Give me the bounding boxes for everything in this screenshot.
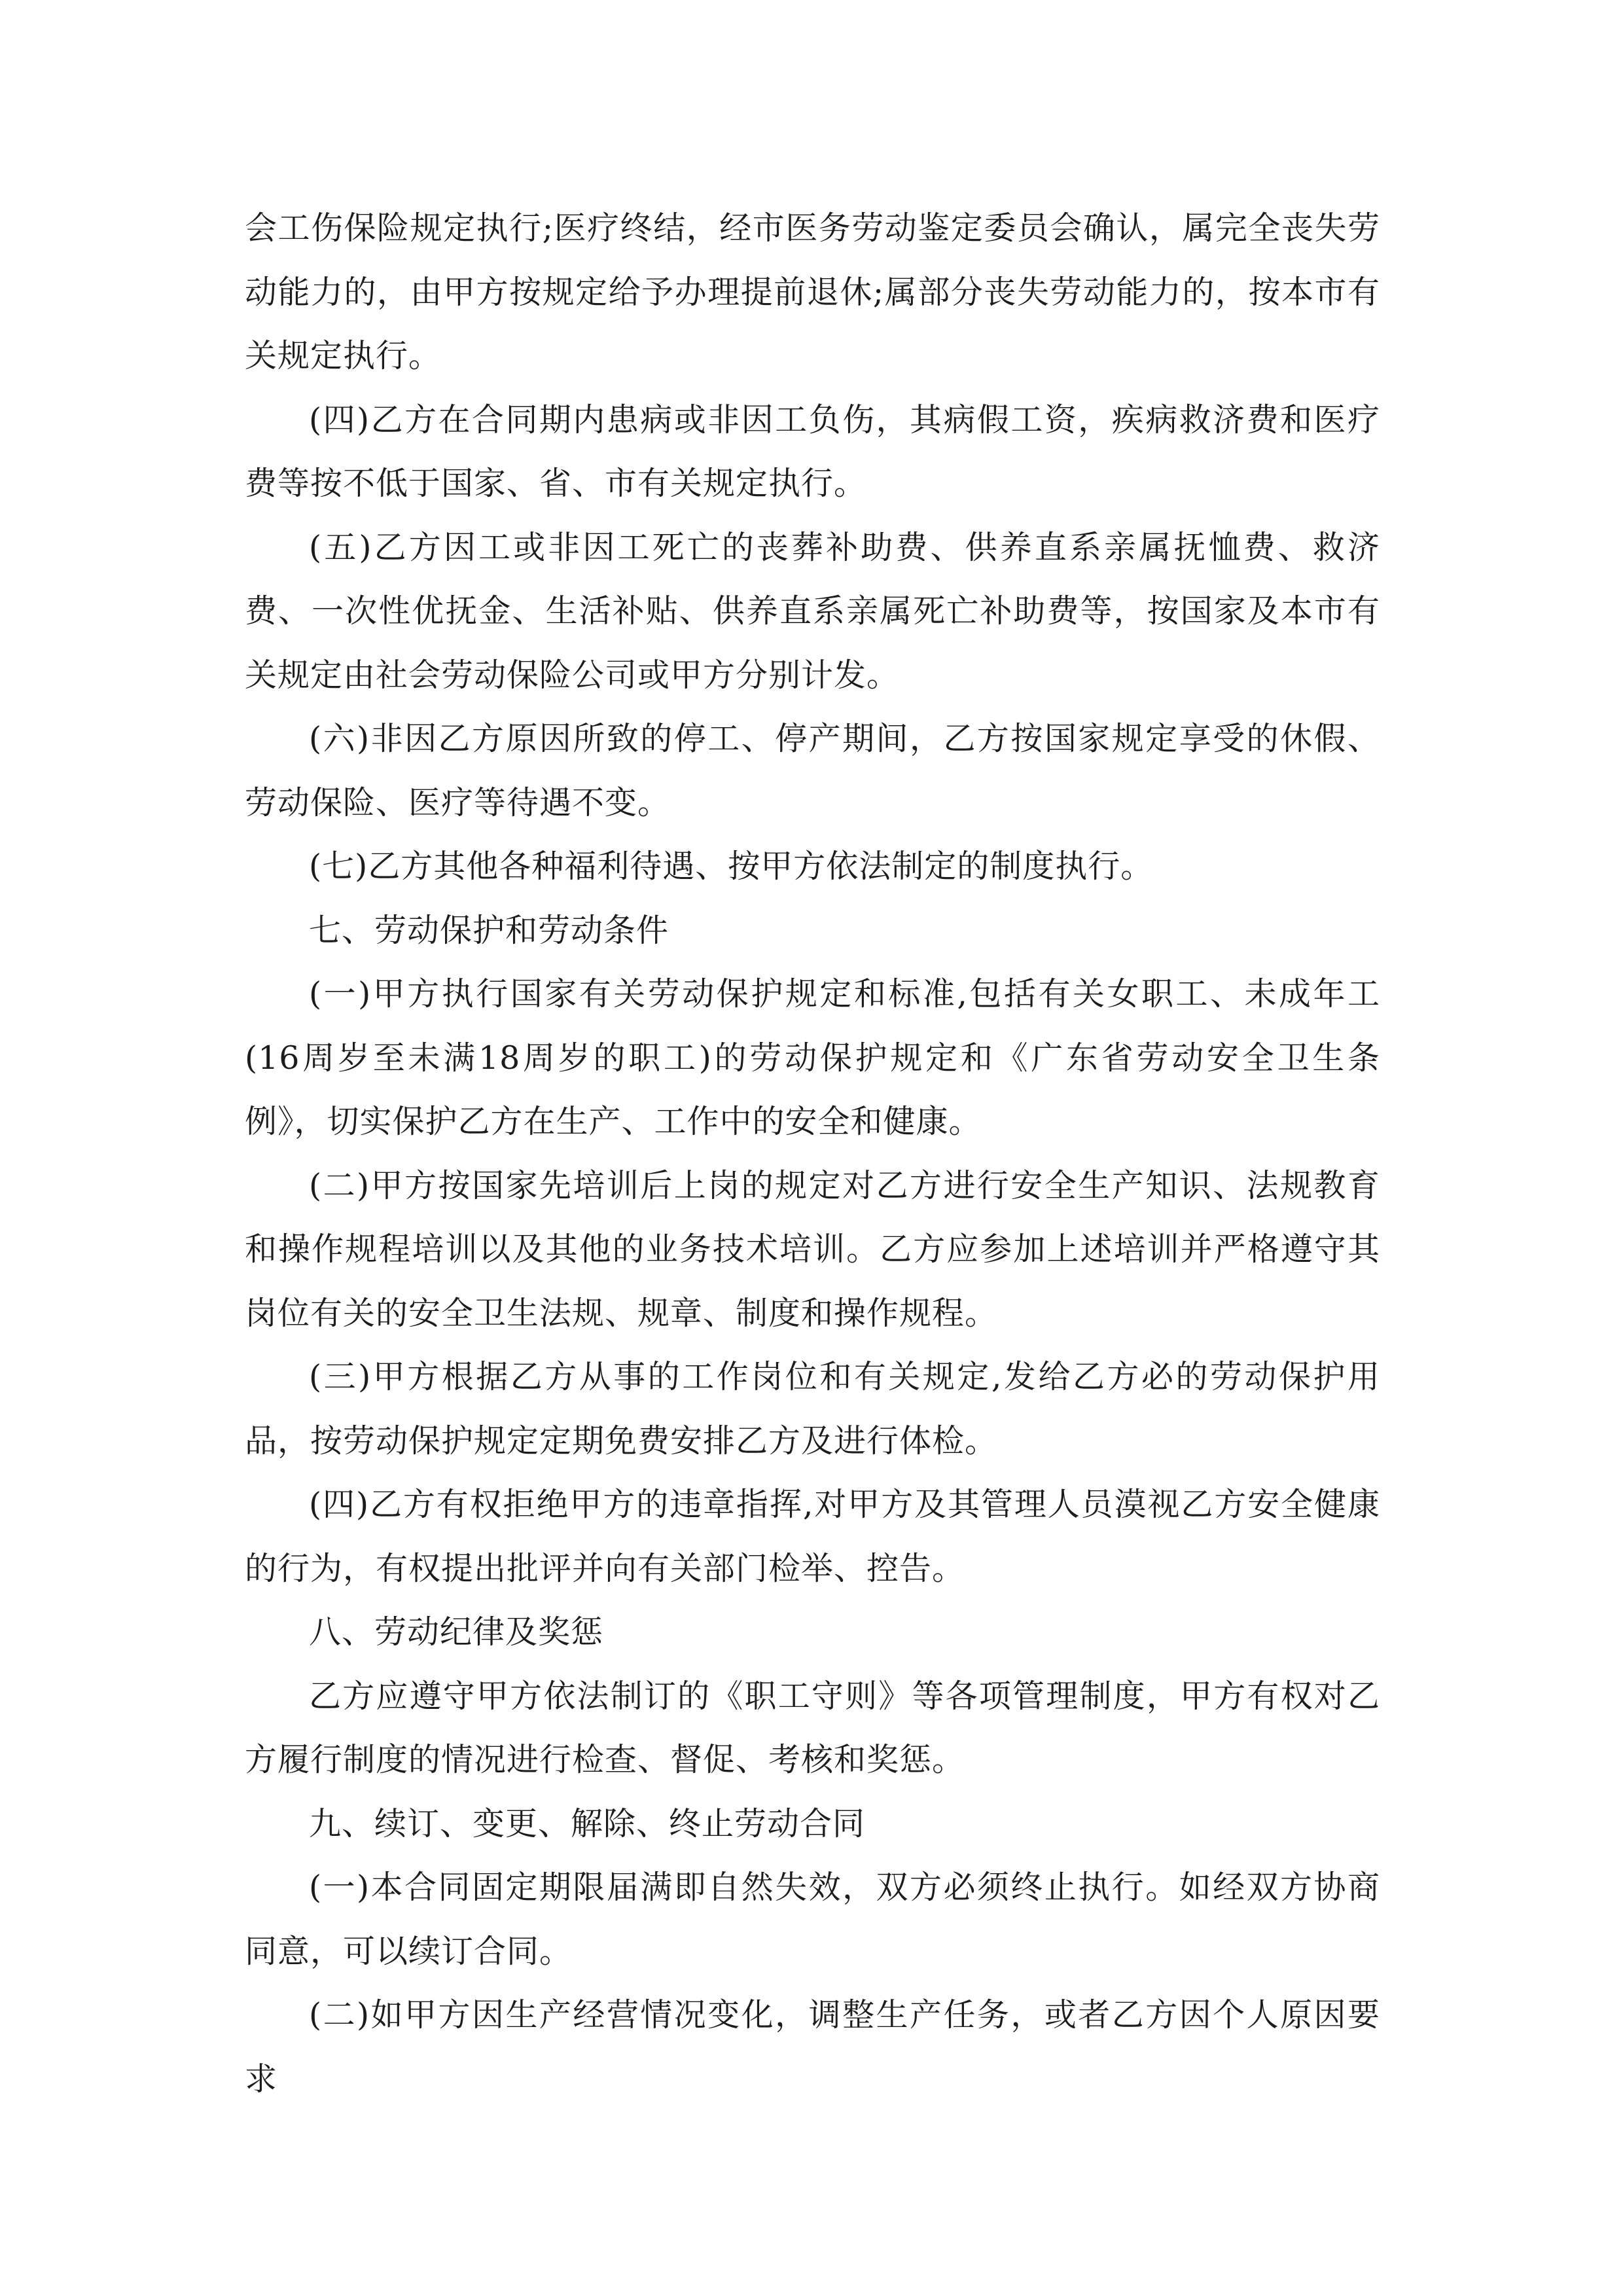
paragraph: (二)如甲方因生产经营情况变化，调整生产任务，或者乙方因个人原因要求 — [245, 1996, 1380, 2098]
paragraph: (一)本合同固定期限届满即自然失效，双方必须终止执行。如经双方协商同意，可以续订合同。 — [245, 1869, 1380, 1970]
document-body — [245, 196, 1380, 2111]
paragraph: (一)甲方执行国家有关劳动保护规定和标准,包括有关女职工、未成年工(16周岁至未满18周岁的职工)的劳动保护规定和《广东省劳动安全卫生条例》，切实保护乙方在生产、工作中的安全和健康。 — [245, 975, 1380, 1140]
paragraph: (五)乙方因工或非因工死亡的丧葬补助费、供养直系亲属抚恤费、救济费、一次性优抚金、生活补贴、供养直系亲属死亡补助费等，按国家及本市有关规定由社会劳动保险公司或甲方分别计发。 — [245, 528, 1380, 694]
paragraph: (四)乙方在合同期内患病或非因工负伤，其病假工资，疾病救济费和医疗费等按不低于国家、省、市有关规定执行。 — [245, 401, 1380, 502]
paragraph: (六)非因乙方原因所致的停工、停产期间，乙方按国家规定享受的休假、劳动保险、医疗等待遇不变。 — [245, 720, 1380, 821]
paragraph: (四)乙方有权拒绝甲方的违章指挥,对甲方及其管理人员漠视乙方安全健康的行为，有权提出批评并向有关部门检举、控告。 — [245, 1486, 1380, 1587]
section-heading: 九、续订、变更、解除、终止劳动合同 — [309, 1804, 866, 1842]
section-heading: 七、劳动保护和劳动条件 — [309, 911, 669, 949]
paragraph: 会工伤保险规定执行;医疗终结，经市医务劳动鉴定委员会确认，属完全丧失劳动能力的，由甲方按规定给予办理提前退休;属部分丧失劳动能力的，按本市有关规定执行。 — [245, 209, 1380, 374]
paragraph: (七)乙方其他各种福利待遇、按甲方依法制定的制度执行。 — [309, 848, 1154, 885]
section-heading: 八、劳动纪律及奖惩 — [309, 1613, 604, 1651]
paragraph: (二)甲方按国家先培训后上岗的规定对乙方进行安全生产知识、法规教育和操作规程培训以及其他的业务技术培训。乙方应参加上述培训并严格遵守其岗位有关的安全卫生法规、规章、制度和操作规程。 — [245, 1166, 1380, 1332]
paragraph: (三)甲方根据乙方从事的工作岗位和有关规定,发给乙方必的劳动保护用品，按劳动保护规定定期免费安排乙方及进行体检。 — [245, 1358, 1380, 1460]
paragraph: 乙方应遵守甲方依法制订的《职工守则》等各项管理制度，甲方有权对乙方履行制度的情况进行检查、督促、考核和奖惩。 — [245, 1677, 1380, 1778]
